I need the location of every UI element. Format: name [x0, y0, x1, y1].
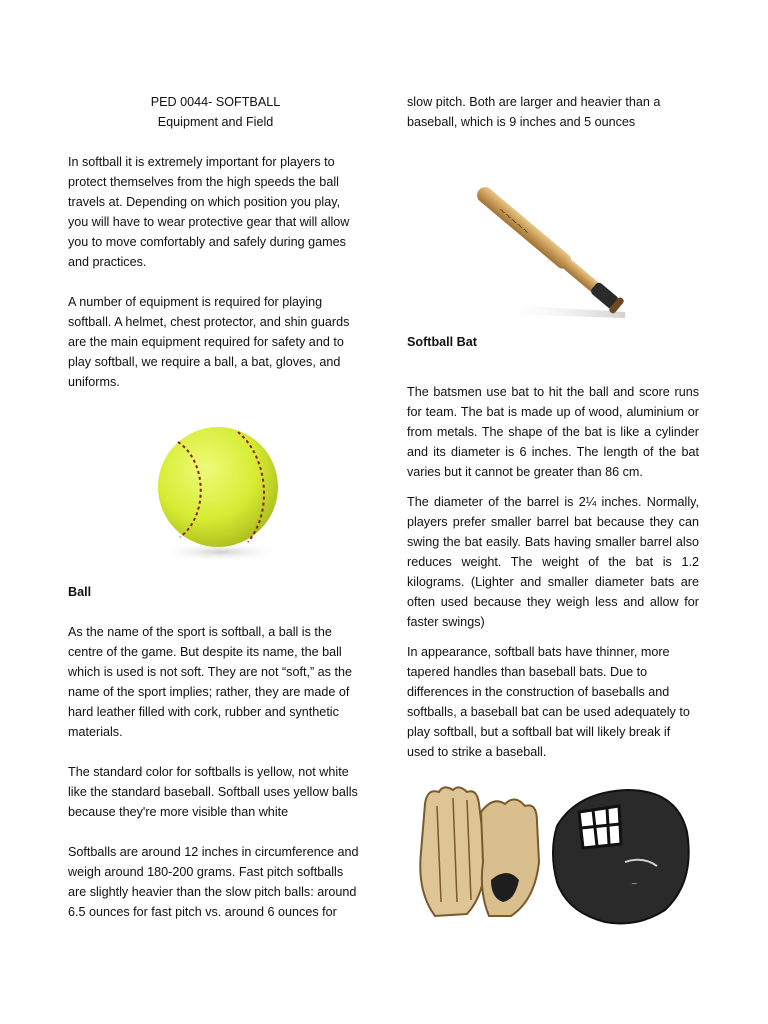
softball-image — [68, 402, 363, 572]
gloves-image — [407, 782, 699, 932]
bat-paragraph-1: The batsmen use bat to hit the ball and score runs for team. The bat is made up of wood, aluminium or from metals. The shape of the bat is like a cylinder and its diameter is 6 inches. The length of the bat varies but it cannot be greater than 86 cm. — [407, 385, 699, 479]
intro-paragraph: In softball it is extremely important for players to protect themselves from the high speeds the ball travels at. Depending on which position you play, you will have to wear protective gear that will allow you to move comfortably and safely during games and practices. — [68, 155, 350, 269]
bat-heading: Softball Bat — [407, 335, 477, 349]
ball-paragraph-2: The standard color for softballs is yellow, not white like the standard baseball. Softball uses yellow balls because they're more visible than white — [68, 765, 358, 819]
right-column — [407, 92, 699, 932]
svg-text:~: ~ — [631, 879, 638, 888]
ball-heading: Ball — [68, 585, 92, 599]
ball-paragraph-1: As the name of the sport is softball, a ball is the centre of the game. But despite its name, the ball which is used is not soft. They are not “soft,” as the name of the sport implies; rather, they are made of hard leather filled with cork, rubber and synthetic materials. — [68, 625, 352, 739]
bat-paragraph-3: In appearance, softball bats have thinner, more tapered handles than baseball bats. Due to differences in the construction of baseballs and softballs, a baseball bat can be used adequately to play softball, but a softball bat will likely break if used to strike a baseball. — [407, 645, 690, 759]
svg-text:~~~~~: ~~~~~ — [495, 205, 532, 238]
continued-paragraph: slow pitch. Both are larger and heavier than a baseball, which is 9 inches and 5 ounces — [407, 95, 661, 129]
left-column — [68, 92, 363, 922]
black-glove-icon — [553, 790, 689, 924]
course-title: PED 0044- SOFTBALL — [150, 95, 281, 109]
bat-paragraph-2: The diameter of the barrel is 2¼ inches. Normally, players prefer smaller barrel bat because they can swing the bat easily. Bats having smaller barrel also reduces weight. The weight of the bat is 1.2 kilograms. (Lighter and smaller diameter bats are often used because they weigh less and allow for faster swings) — [407, 495, 699, 629]
page-subtitle: Equipment and Field — [157, 115, 274, 129]
equipment-paragraph: A number of equipment is required for playing softball. A helmet, chest protector, and shin guards are the main equipment required for safety and to play softball, we require a ball, a bat, gloves, and uniforms. — [68, 295, 350, 389]
ball-paragraph-3: Softballs are around 12 inches in circumference and weigh around 180-200 grams. Fast pitch softballs are slightly heavier than the slow pitch balls: around 6.5 ounces for fast pitch vs. around 6 ounces for — [68, 845, 359, 919]
tan-glove-icon — [420, 787, 539, 916]
bat-image — [407, 142, 699, 332]
